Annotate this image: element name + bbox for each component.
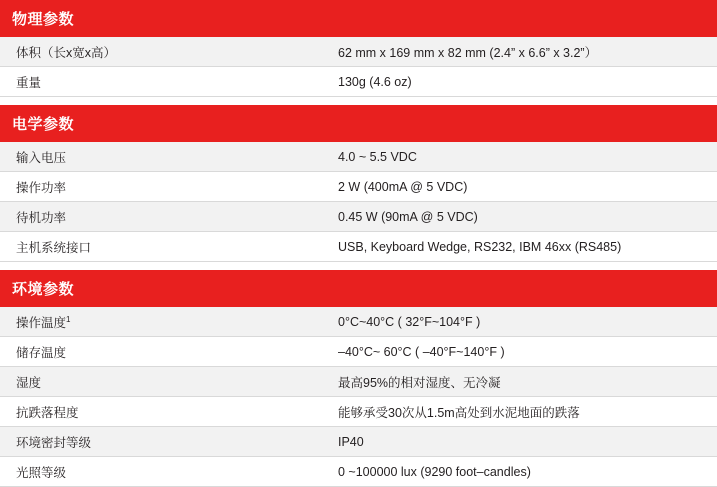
row-value: 130g (4.6 oz): [332, 67, 717, 97]
section-title: 环境参数: [0, 270, 717, 307]
table-row: [0, 367, 717, 397]
section-spacer: [0, 97, 717, 106]
row-label: 光照等级: [0, 457, 332, 487]
row-label: 操作功率: [0, 172, 332, 202]
row-label: 主机系统接口: [0, 232, 332, 262]
section-header-electrical: [0, 105, 717, 142]
row-value: 2 W (400mA @ 5 VDC): [332, 172, 717, 202]
row-label: 湿度: [0, 367, 332, 397]
row-value: IP40: [332, 427, 717, 457]
section-title: 物理参数: [0, 0, 717, 37]
table-row: [0, 457, 717, 487]
row-value: 4.0 ~ 5.5 VDC: [332, 142, 717, 172]
table-row: [0, 67, 717, 97]
row-value: 0 ~100000 lux (9290 foot–candles): [332, 457, 717, 487]
row-label: 体积（长x宽x高）: [0, 37, 332, 67]
table-row: [0, 202, 717, 232]
table-row: [0, 307, 717, 337]
table-row: [0, 37, 717, 67]
row-label: 重量: [0, 67, 332, 97]
row-label: 输入电压: [0, 142, 332, 172]
row-label: 待机功率: [0, 202, 332, 232]
row-value: –40°C~ 60°C ( –40°F~140°F ): [332, 337, 717, 367]
table-row: [0, 232, 717, 262]
row-label: 操作温度: [16, 315, 67, 330]
row-label: 储存温度: [0, 337, 332, 367]
section-title: 电学参数: [0, 105, 717, 142]
row-value: 0.45 W (90mA @ 5 VDC): [332, 202, 717, 232]
row-label: 环境密封等级: [0, 427, 332, 457]
table-row: [0, 172, 717, 202]
row-value: 0°C~40°C ( 32°F~104°F ): [332, 307, 717, 337]
section-header-physical: [0, 0, 717, 37]
row-value: 62 mm x 169 mm x 82 mm (2.4” x 6.6” x 3.2”）: [332, 37, 717, 67]
section-spacer: [0, 262, 717, 271]
section-header-environmental: [0, 270, 717, 307]
row-value: 最高95%的相对湿度、无冷凝: [332, 367, 717, 397]
footnote-marker: 1: [66, 314, 71, 324]
row-label-with-footnote: [0, 307, 332, 337]
table-row: [0, 337, 717, 367]
row-value: USB, Keyboard Wedge, RS232, IBM 46xx (RS485): [332, 232, 717, 262]
table-row: [0, 427, 717, 457]
row-label: 抗跌落程度: [0, 397, 332, 427]
table-row: [0, 142, 717, 172]
row-value: 能够承受30次从1.5m高处到水泥地面的跌落: [332, 397, 717, 427]
table-row: [0, 397, 717, 427]
